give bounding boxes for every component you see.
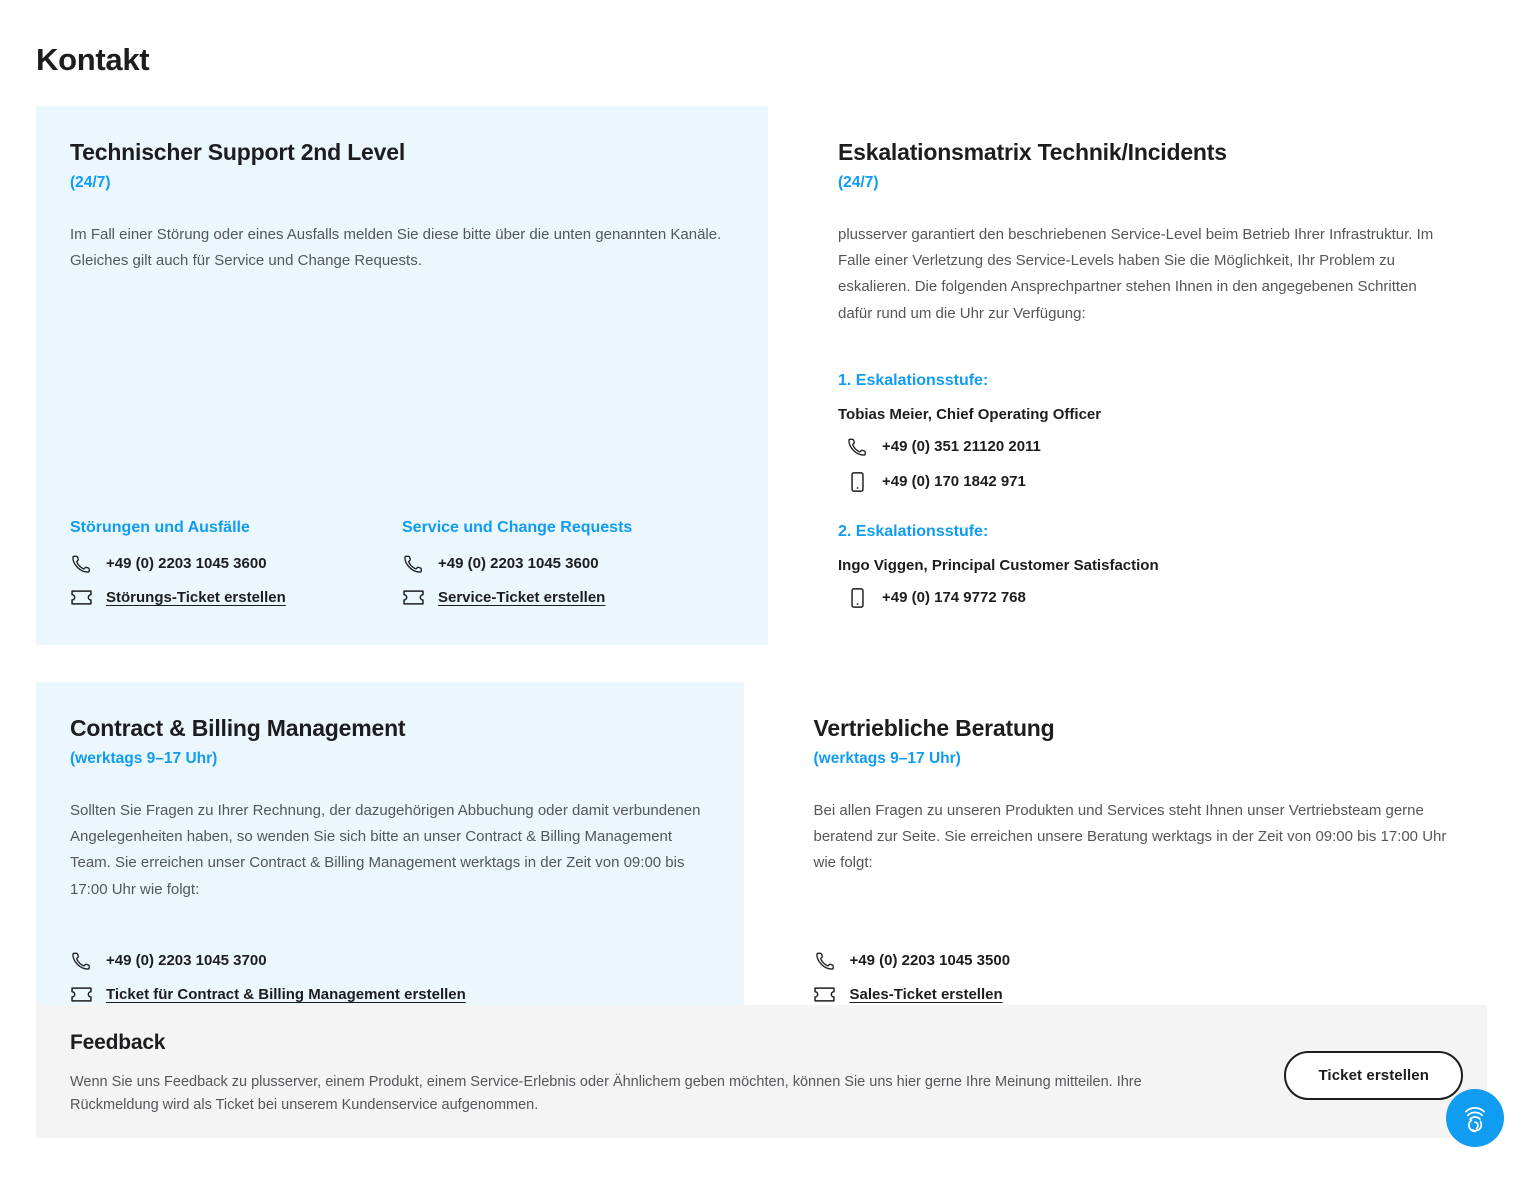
phone-number: +49 (0) 351 21120 2011 [882, 438, 1041, 456]
card-body-text: Bei allen Fragen zu unseren Produkten und Services steht Ihnen unser Vertriebsteam gerne beratend zur Seite. Sie erreichen unsere Beratung werktags in der Zeit von 09:00 bis 17:00 Uhr wie folgt: [813, 801, 1447, 872]
phone-number: +49 (0) 2203 1045 3600 [438, 555, 599, 573]
contact-column-stoerungen [70, 518, 402, 609]
feedback-panel [36, 1005, 1487, 1138]
card-body-text: plusserver garantiert den beschriebenen Service-Level beim Betrieb Ihrer Infrastruktur. Im Falle einer Verletzung des Service-Levels haben Sie die Möglichkeit, Ihr Problem zu eskalieren. Die folgenden Ansprechpartner stehen Ihnen in den angegebenen Schritten dafür rund um die Uhr zur Verfügung: [838, 225, 1434, 322]
card-subtitle: (24/7) [838, 173, 879, 191]
card-body-text: Sollten Sie Fragen zu Ihrer Rechnung, der dazugehörigen Abbuchung oder damit verbundenen Angelegenheiten haben, so wenden Sie sich bitte an unser Contract & Billing Management Team. Sie erreichen unser Contract & Billing Management werktags in der Zeit von 09:00 bis 17:00 Uhr wie folgt: [70, 801, 701, 898]
ticket-icon [70, 587, 92, 609]
contact-column-heading: Störungen und Ausfälle [70, 519, 250, 537]
phone-icon [70, 950, 92, 972]
phone-icon [814, 950, 836, 972]
card-subtitle: (werktags 9–17 Uhr) [70, 749, 218, 767]
phone-row [70, 553, 402, 575]
phone-row [70, 950, 710, 972]
create-ticket-button[interactable]: Ticket erstellen [1284, 1051, 1463, 1100]
contact-columns [70, 518, 734, 609]
escalation-stage-1 [838, 342, 1453, 493]
ticket-link[interactable]: Störungs-Ticket erstellen [106, 589, 286, 607]
cards-row-2 [36, 682, 1487, 1042]
ticket-link-row[interactable] [402, 587, 734, 609]
ticket-link-row[interactable] [70, 587, 402, 609]
phone-icon [402, 553, 424, 575]
phone-icon [846, 436, 868, 458]
card-subtitle: (24/7) [70, 173, 111, 191]
escalation-stage-label: 2. Eskalationsstufe: [838, 522, 989, 540]
feedback-text: Wenn Sie uns Feedback zu plusserver, einem Produkt, einem Service-Erlebnis oder Ähnlichem geben möchten, können Sie uns hier gerne Ihre Meinung mitteilen. Ihre Rückmeldung wird als Ticket bei unserem Kundenservice aufgenommen. [70, 1074, 1142, 1114]
card-title: Vertriebliche Beratung [813, 714, 1055, 741]
phone-row [846, 436, 1453, 458]
cards-row-1 [36, 106, 1487, 645]
card-technischer-support [36, 106, 768, 645]
contact-cards-grid [36, 106, 1487, 1042]
escalation-person-name: Tobias Meier, Chief Operating Officer [838, 405, 1102, 423]
card-eskalationsmatrix [804, 106, 1487, 645]
ticket-icon [70, 984, 92, 1006]
ticket-link[interactable]: Service-Ticket erstellen [438, 589, 606, 607]
ticket-link-row[interactable] [814, 984, 1454, 1006]
contact-column-service-change [402, 518, 734, 609]
card-title: Technischer Support 2nd Level [70, 139, 406, 165]
card-title: Eskalationsmatrix Technik/Incidents [838, 139, 1227, 165]
phone-number: +49 (0) 2203 1045 3600 [106, 555, 267, 573]
mobile-icon [846, 587, 868, 609]
phone-number: +49 (0) 2203 1045 3500 [849, 952, 1011, 970]
mobile-number: +49 (0) 170 1842 971 [882, 473, 1026, 491]
card-title: Contract & Billing Management [70, 714, 406, 741]
phone-number: +49 (0) 2203 1045 3700 [106, 952, 267, 970]
contact-column-heading: Service und Change Requests [402, 519, 633, 537]
mobile-number: +49 (0) 174 9772 768 [882, 589, 1026, 607]
card-body-text: Im Fall einer Störung oder eines Ausfalls melden Sie diese bitte über die unten genannten Kanäle. Gleiches gilt auch für Service und Change Requests. [70, 225, 722, 270]
card-vertriebliche-beratung [780, 682, 1488, 1042]
mobile-row [846, 587, 1453, 609]
ticket-link[interactable]: Ticket für Contract & Billing Management erstellen [106, 986, 466, 1004]
phone-row [814, 950, 1454, 972]
ticket-link-row[interactable] [70, 984, 710, 1006]
ticket-link[interactable]: Sales-Ticket erstellen [849, 986, 1003, 1004]
card-subtitle: (werktags 9–17 Uhr) [813, 749, 961, 767]
page-title: Kontakt [36, 41, 150, 77]
phone-icon [70, 553, 92, 575]
escalation-stage-label: 1. Eskalationsstufe: [838, 371, 989, 389]
mobile-row [846, 471, 1453, 493]
escalation-person-name: Ingo Viggen, Principal Customer Satisfaction [838, 556, 1159, 574]
ticket-icon [402, 587, 424, 609]
fingerprint-fab-button[interactable] [1446, 1089, 1504, 1147]
mobile-icon [846, 471, 868, 493]
fingerprint-icon [1459, 1102, 1491, 1134]
phone-row [402, 553, 734, 575]
ticket-icon [814, 984, 836, 1006]
feedback-title: Feedback [70, 1031, 166, 1054]
escalation-stage-2 [838, 493, 1453, 609]
card-contract-billing [36, 682, 744, 1042]
